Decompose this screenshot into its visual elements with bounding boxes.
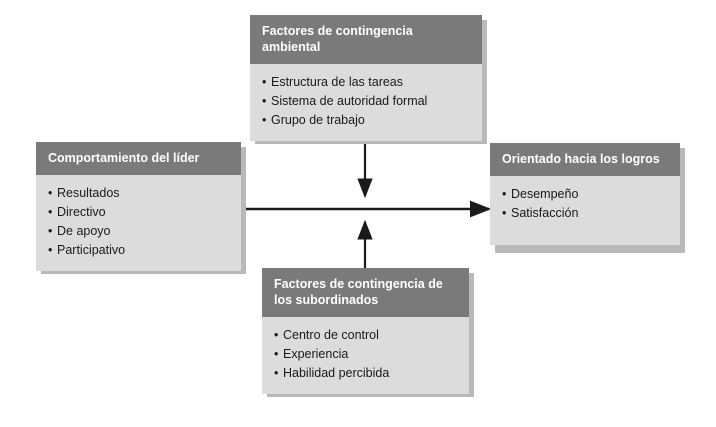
bullet-icon: •: [48, 186, 53, 200]
bullet-icon: •: [262, 75, 267, 89]
list-item-label: Grupo de trabajo: [271, 113, 365, 127]
list-item: [48, 222, 229, 241]
bullet-icon: •: [48, 224, 53, 238]
bullet-icon: •: [262, 94, 267, 108]
subordinate-box: [262, 268, 469, 394]
list-item-label: Experiencia: [283, 347, 349, 361]
list-item-label: Participativo: [57, 243, 126, 257]
environmental-box-title: Factores de contingencia ambiental: [250, 15, 482, 64]
environmental-box: [250, 15, 482, 141]
outcomes-box-body: [490, 176, 680, 245]
leader-box-title: Comportamiento del líder: [36, 142, 241, 175]
bullet-icon: •: [274, 366, 279, 380]
outcomes-box-title: Orientado hacia los logros: [490, 143, 680, 176]
bullet-icon: •: [262, 113, 267, 127]
list-item-label: Resultados: [57, 186, 120, 200]
list-item-label: Habilidad percibida: [283, 366, 390, 380]
leader-box-body: [36, 175, 241, 271]
leader-box: [36, 142, 241, 271]
environmental-box-body: [250, 64, 482, 141]
bullet-icon: •: [274, 328, 279, 342]
list-item: [48, 203, 229, 222]
list-item-label: Centro de control: [283, 328, 379, 342]
list-item-label: Satisfacción: [511, 206, 579, 220]
list-item-label: Desempeño: [511, 187, 579, 201]
bullet-icon: •: [274, 347, 279, 361]
list-item-label: Sistema de autoridad formal: [271, 94, 428, 108]
outcomes-box: [490, 143, 680, 245]
list-item: [262, 92, 470, 111]
list-item: [274, 345, 457, 364]
list-item: [262, 73, 470, 92]
bullet-icon: •: [48, 205, 53, 219]
bullet-icon: •: [48, 243, 53, 257]
list-item-label: Directivo: [57, 205, 106, 219]
list-item: [274, 326, 457, 345]
subordinate-box-body: [262, 317, 469, 394]
list-item: [48, 241, 229, 260]
list-item: [274, 364, 457, 383]
list-item: [502, 204, 668, 223]
list-item-label: De apoyo: [57, 224, 111, 238]
subordinate-box-title: Factores de contingencia de los subordinados: [262, 268, 469, 317]
bullet-icon: •: [502, 187, 507, 201]
list-item: [262, 111, 470, 130]
bullet-icon: •: [502, 206, 507, 220]
list-item: [48, 184, 229, 203]
list-item-label: Estructura de las tareas: [271, 75, 404, 89]
list-item: [502, 185, 668, 204]
